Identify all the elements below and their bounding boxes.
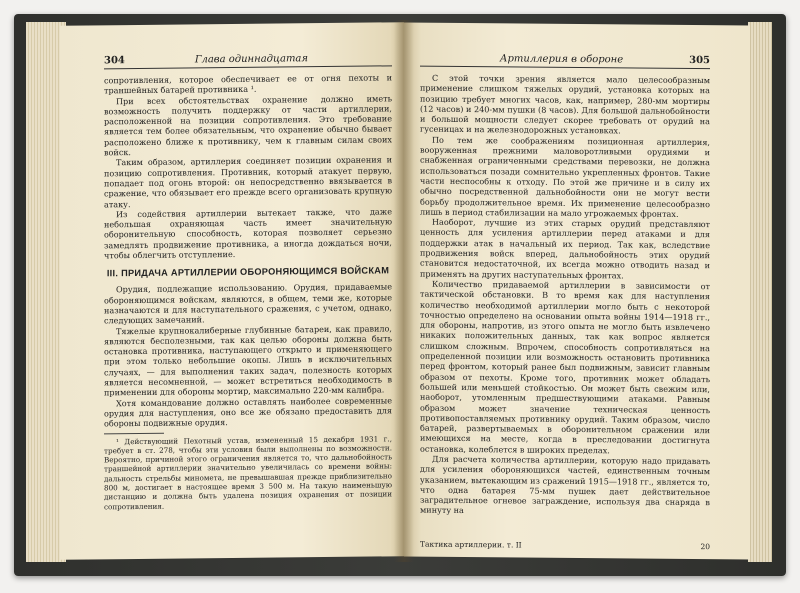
left-page-number: 304 (104, 55, 125, 67)
left-page (60, 22, 404, 560)
paragraph: Из содействия артиллерии вытекает также, что даже небольшая охраняющая часть имеет значительную оборонительную способность, которая позволяет серьезно замедлять продвижение противника, а иногда дождаться ночи, чтобы облегчить отступление. (104, 206, 392, 261)
footnote (104, 434, 392, 511)
section-heading: III. ПРИДАЧА АРТИЛЛЕРИИ ОБОРОНЯЮЩИМСЯ ВОЙСКАМ (106, 265, 390, 279)
footnote-text: ¹ Действующий Пехотный устав, измененный 15 декабря 1931 г., требует в ст. 278, чтобы эти условия были выполнены по возможности. Вероятно, причиной этого ограничения является то, что дальнобойность траншейной артиллерии значительно увеличилась со времени войны: дальность стрельбы миномета, не превышавшая прежде приблизительно 800 м, достигает в настоящее время 3 500 м. На такую наименьшую дистанцию и должна быть удалена позиция охранения от позиции сопротивления. (104, 433, 392, 511)
signature-line: Тактика артиллерии. т. II (420, 539, 522, 550)
right-page-number: 305 (689, 54, 710, 67)
left-running-title: Глава одиннадцатая (194, 53, 309, 66)
paragraph: сопротивления, которое обеспечивает ее от огня пехоты и траншейных батарей противника ¹. (104, 72, 392, 96)
right-page-footer (420, 540, 710, 552)
paragraph: Хотя командование должно оставлять наиболее современные орудия для наступления, оно все же обязано предоставить для обороны подвижные орудия. (104, 394, 392, 429)
paragraph: Для расчета количества артиллерии, которую надо придавать для усиления обороняющихся частей, единственным точным указанием, вытекающим из сражений 1915—1918 гг., является то, что одна батарея 75-мм пушек дает действительное заградительное огневое заграждение, используя два снаряда в минуту на (420, 453, 710, 516)
page-stack-right (748, 22, 772, 562)
left-page-header (104, 52, 392, 69)
paragraph: Наоборот, лучшие из этих старых орудий представляют ценность для усиления артиллерии перед атаками и для поддержки атак в начальный их период. Так как, вследствие продвижения войск вперед, дальнобойность этих орудий становится недостаточной, их всегда можно отводить назад и применять на других наступательных фронтах. (420, 216, 710, 281)
book-gutter (394, 20, 414, 562)
paragraph: По тем же соображениям позиционная артиллерия, вооруженная прежними маловоротливыми орудиями и снабженная ограниченными средствами перевозки, не должна использоваться позади сомнительно укрепленных фронтов. Такие части неспособны к отходу. По этой же причине и в силу их обычно посредственной дальнобойности они не могут вести борьбу продолжительное время. Их применение целесообразно лишь в период стабилизации на мало угрожаемых фронтах. (420, 134, 710, 219)
paragraph: Орудия, подлежащие использованию. Орудия, придаваемые обороняющимся войскам, являются, в общем, теми же, которые назначаются и для наступательного сражения, с учетом, однако, следующих замечаний. (104, 281, 392, 326)
paragraph: Количество придаваемой артиллерии в зависимости от тактической обстановки. В то время как для наступления количество необходимой артиллерии могло быть с некоторой точностью определено на основании опыта войны 1914—1918 гг., для обороны, напротив, из этого опыта не могло быть извлечено никаких положительных данных, так как вопрос является слишком сложным. Впрочем, способность сопротивляться на определенной позиции или возможность остановить противника перед фронтом, который ранее был подвижным, зависит главным образом от пехоты. Кроме того, противник может обладать большей или меньшей стойкостью. Он может быть свежим или, наоборот, утомленным предшествующими атаками. Равным образом может значение техническая ценность противопоставляемых противнику орудий. Таким образом, число батарей, развертываемых в оборонительном сражении или имеющихся на месте, когда в преследовании достигнута остановка, колеблется в широких пределах. (420, 278, 710, 455)
paragraph: Тяжелые крупнокалиберные глубинные батареи, как правило, являются бесполезными, так как целью обороны должна быть остановка противника, наступающего открыто и применяющего при этом только небольшие окопы. Лишь в исключительных случаях, — для выполнения таких задач, полезность которых является несомненной, — может встретиться необходимость в применении для обороны мортир, максимально 220-мм калибра. (104, 322, 392, 398)
footnote-rule (104, 432, 164, 434)
right-page (404, 22, 750, 559)
paragraph: Таким образом, артиллерия соединяет позиции охранения и позицию сопротивления. Противник, который атакует первую, попадает под огонь второй: он непосредственно ввязывается в сражение, что обязывает его прежде всего организовать крупную атаку. (104, 154, 392, 209)
right-page-header (420, 53, 710, 70)
paragraph: При всех обстоятельствах охранение должно иметь возможность получить поддержку от части артиллерии, расположенной на позиции сопротивления. Это требование является тем более обязательным, что охранение обычно бывает расположено ближе к противнику, чем к главным силам своих войск. (104, 92, 392, 158)
signature-number: 20 (700, 542, 710, 552)
paragraph: С этой точки зрения является мало целесообразным применение слишком тяжелых орудий, установка которых на позицию требует многих часов, как, например, 280-мм мортиры (12 часов) и 240-мм пушки (8 часов). Для большой дальнобойности и большой мощности следует скорее требовать от орудий на гусеницах и на железнодорожных установках. (420, 72, 710, 136)
right-running-title: Артиллерия в обороне (499, 53, 624, 66)
